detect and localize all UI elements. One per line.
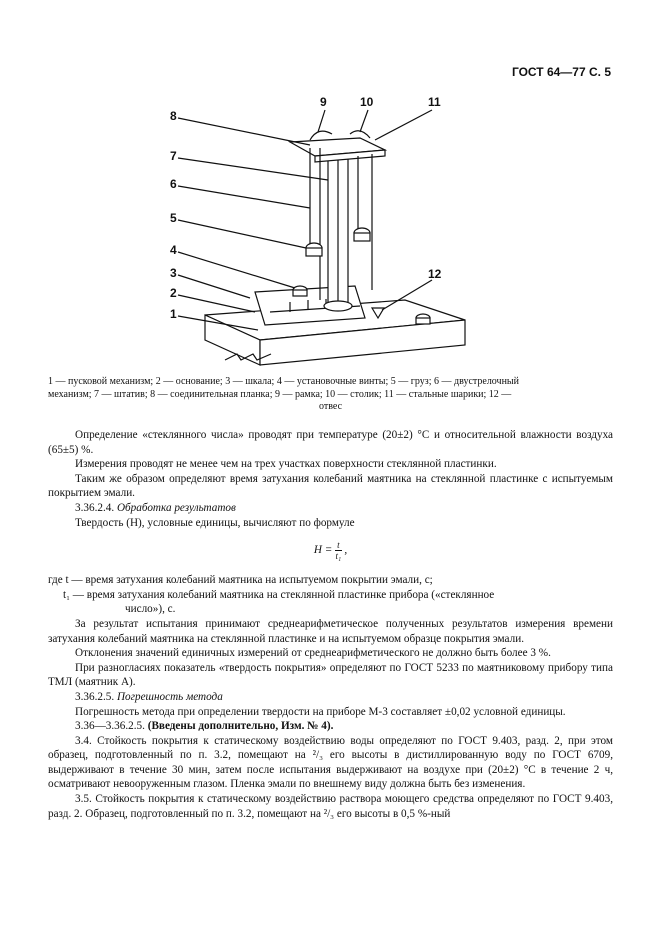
fig-label-7: 7 bbox=[170, 149, 177, 163]
fig-label-10: 10 bbox=[360, 95, 374, 109]
formula-tail: , bbox=[344, 544, 348, 557]
amendment-range: 3.36—3.36.2.5. bbox=[75, 720, 145, 733]
paragraph: Определение «стеклянного числа» проводят при температуре (20±2) °С и относительной влажности воздуха (65±5) %. bbox=[48, 429, 613, 456]
page-header: ГОСТ 64—77 С. 5 bbox=[511, 65, 611, 79]
section-number: 3.36.2.4. bbox=[75, 501, 115, 514]
formula-numerator: t bbox=[337, 540, 340, 551]
definition-t: где t — время затухания колебаний маятника на испытуемом покрытии эмали, с; bbox=[48, 574, 433, 587]
definition-t1-line2: число»), с. bbox=[125, 603, 176, 616]
section-number: 3.36.2.5. bbox=[75, 690, 115, 703]
definition-t1-line1: t₁ — время затухания колебаний маятника на стеклянной пластинке прибора («стеклянное bbox=[63, 588, 495, 601]
section-heading bbox=[48, 501, 613, 516]
fig-label-1: 1 bbox=[170, 307, 177, 321]
fig-label-12: 12 bbox=[428, 267, 442, 281]
section-heading bbox=[48, 690, 613, 705]
formula-fraction bbox=[335, 540, 342, 561]
paragraph: При разногласиях показатель «твердость покрытия» определяют по ГОСТ 5233 по маятниковому прибору типа ТМЛ (маятник А). bbox=[48, 661, 613, 689]
definition-t1 bbox=[63, 588, 613, 617]
amendment-note bbox=[48, 719, 613, 734]
fig-label-8: 8 bbox=[170, 109, 177, 123]
hardness-formula bbox=[48, 540, 613, 561]
fig-label-4: 4 bbox=[170, 243, 177, 257]
fig-label-11: 11 bbox=[428, 95, 441, 109]
paragraph: Погрешность метода при определении твердости на приборе М-3 составляет ±0,02 условной единицы. bbox=[75, 705, 566, 718]
section-title: Обработка результатов bbox=[116, 501, 236, 514]
formula-lhs: H = bbox=[313, 544, 333, 557]
body-text bbox=[48, 428, 613, 821]
formula-denominator: t₁ bbox=[335, 551, 342, 562]
paragraph: Отклонения значений единичных измерений от среднеарифметического не должно быть более 3 %. bbox=[75, 647, 551, 660]
fig-label-3: 3 bbox=[170, 266, 177, 280]
paragraph: Твердость (Н), условные единицы, вычисляют по формуле bbox=[75, 516, 355, 529]
figure-caption bbox=[48, 376, 613, 414]
caption-line: отвес bbox=[318, 401, 343, 412]
paragraph: Таким же образом определяют время затухания колебаний маятника на стеклянной пластинке с испытуемым покрытием эмали. bbox=[48, 472, 613, 500]
caption-line: 1 — пусковой механизм; 2 — основание; 3 — шкала; 4 — установочные винты; 5 — груз; 6 — двустрелочный bbox=[48, 376, 519, 387]
paragraph: 3.4. Стойкость покрытия к статическому воздействию воды определяют по ГОСТ 9.403, разд. 2, при этом образец, подготовленный по п. 3.2, помещают на ²/₃ его высоты в дистиллированную воду по ГОСТ 6709, выдерживают в течение 30 мин, затем после испытания выдерживают на воздухе при (20±2) °С в течение 2 ч, осматривают невооруженным глазом. Пленка эмали по внешнему виду должна быть без изменения. bbox=[48, 734, 613, 791]
paragraph: Измерения проводят не менее чем на трех участках поверхности стеклянной пластинки. bbox=[75, 458, 497, 471]
fig-label-5: 5 bbox=[170, 211, 177, 225]
pendulum-device-figure bbox=[150, 90, 480, 380]
section-title: Погрешность метода bbox=[116, 690, 223, 703]
amendment-text: (Введены дополнительно, Изм. № 4). bbox=[147, 720, 334, 733]
paragraph: За результат испытания принимают среднеарифметическое полученных результатов измерения времени затухания колебаний маятника на стеклянной пластинке и на испытуемом образце покрытия эмали. bbox=[48, 617, 613, 645]
paragraph: 3.5. Стойкость покрытия к статическому воздействию раствора моющего средства определяют по ГОСТ 9.403, разд. 2. Образец, подготовленный по п. 3.2, помещают на ²/₃ его высоты в 0,5 %-ный bbox=[48, 793, 613, 820]
fig-label-6: 6 bbox=[170, 177, 177, 191]
fig-label-2: 2 bbox=[170, 286, 177, 300]
frame bbox=[310, 131, 332, 140]
fig-label-9: 9 bbox=[320, 95, 327, 109]
caption-line: механизм; 7 — штатив; 8 — соединительная планка; 9 — рамка; 10 — столик; 11 — стальные шарики; 12 — bbox=[48, 388, 512, 400]
